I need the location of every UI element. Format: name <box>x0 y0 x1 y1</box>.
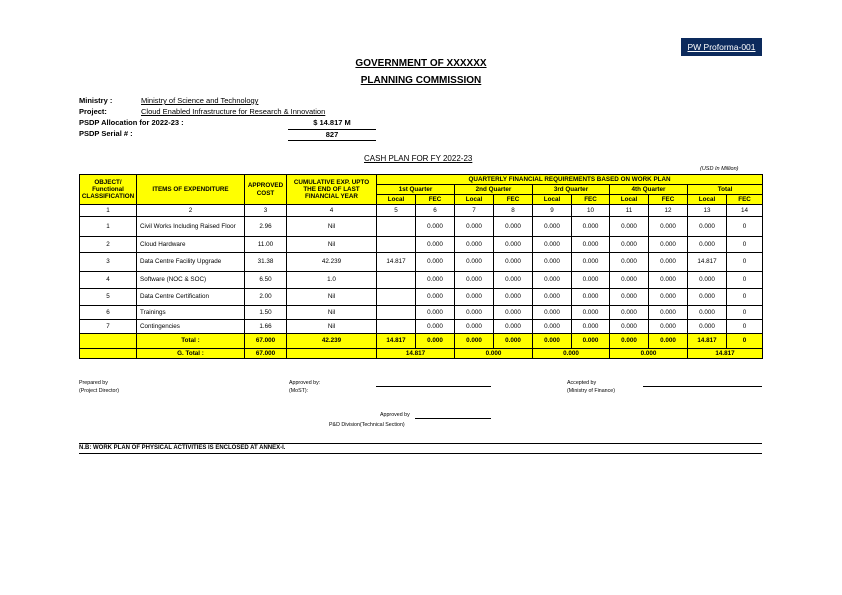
cell-q3-fec: 0.000 <box>572 289 610 306</box>
cell-total-fec: 0 <box>727 306 763 320</box>
cell-total-fec: 0 <box>727 272 763 289</box>
units-note: (USD In Million) <box>700 166 739 172</box>
cell-item: Data Centre Facility Upgrade <box>137 253 245 272</box>
total-q3-fec: 0.000 <box>572 334 610 349</box>
cell-q2-fec: 0.000 <box>494 320 533 334</box>
header-local: Local <box>688 195 727 205</box>
cell-object: 2 <box>80 237 137 253</box>
cell-total-fec: 0 <box>727 217 763 237</box>
table-row <box>80 237 763 253</box>
cell-q4-fec: 0.000 <box>649 237 688 253</box>
cell-q2-fec: 0.000 <box>494 253 533 272</box>
approved-signature-line <box>376 386 491 387</box>
grand-total-q4: 0.000 <box>610 349 688 359</box>
total-q2-local: 0.000 <box>455 334 494 349</box>
approved-by-block <box>289 379 320 395</box>
commission-title-text: PLANNING COMMISSION <box>360 75 482 86</box>
header-fec: FEC <box>572 195 610 205</box>
psdp-serial-value: 827 <box>325 130 339 139</box>
cell-q1-fec: 0.000 <box>416 217 455 237</box>
cell-q2-fec: 0.000 <box>494 217 533 237</box>
cell-q3-fec: 0.000 <box>572 306 610 320</box>
approved-by-2-label: Approved by <box>380 412 410 418</box>
cell-q3-local: 0.000 <box>533 217 572 237</box>
pd-signature-line <box>415 418 491 419</box>
header-q2: 2nd Quarter <box>455 185 533 195</box>
grand-total-cumulative <box>287 349 377 359</box>
government-title <box>0 58 842 69</box>
grand-total-q2: 0.000 <box>455 349 533 359</box>
ministry-value: Ministry of Science and Technology <box>141 96 259 105</box>
header-fec: FEC <box>416 195 455 205</box>
cell-q1-local <box>377 306 416 320</box>
col-number: 11 <box>610 205 649 217</box>
cell-q3-fec: 0.000 <box>572 237 610 253</box>
cell-q1-local <box>377 320 416 334</box>
table-row <box>80 289 763 306</box>
header-object: OBJECT/ Functional CLASSIFICATION <box>80 175 137 205</box>
work-plan-note: N.B: WORK PLAN OF PHYSICAL ACTIVITIES IS ENCLOSED AT ANNEX-I. <box>79 443 762 454</box>
cell-cost: 2.96 <box>245 217 287 237</box>
cell-q1-fec: 0.000 <box>416 289 455 306</box>
cell-q3-local: 0.000 <box>533 320 572 334</box>
cell-q4-fec: 0.000 <box>649 306 688 320</box>
cell-object: 1 <box>80 217 137 237</box>
cell-object: 3 <box>80 253 137 272</box>
cell-item: Trainings <box>137 306 245 320</box>
cell-item: Software (NOC & SOC) <box>137 272 245 289</box>
grand-total-total: 14.817 <box>688 349 763 359</box>
cell-total-fec: 0 <box>727 237 763 253</box>
cell-q3-local: 0.000 <box>533 237 572 253</box>
cell-q2-local: 0.000 <box>455 217 494 237</box>
serial-underline <box>288 140 376 141</box>
col-number: 3 <box>245 205 287 217</box>
cell-q3-local: 0.000 <box>533 289 572 306</box>
total-q4-local: 0.000 <box>610 334 649 349</box>
header-local: Local <box>533 195 572 205</box>
total-row <box>80 334 763 349</box>
total-label: Total : <box>137 334 245 349</box>
proforma-badge <box>681 38 762 56</box>
total-q3-local: 0.000 <box>533 334 572 349</box>
total-q1-local: 14.817 <box>377 334 416 349</box>
col-number: 8 <box>494 205 533 217</box>
cell-q3-fec: 0.000 <box>572 272 610 289</box>
cell-total-local: 14.817 <box>688 253 727 272</box>
cell-item: Contingencies <box>137 320 245 334</box>
cell-q2-fec: 0.000 <box>494 306 533 320</box>
commission-title <box>0 75 842 86</box>
cell-cumulative: Nil <box>287 320 377 334</box>
cell-cumulative: 1.0 <box>287 272 377 289</box>
col-number: 14 <box>727 205 763 217</box>
total-total-fec: 0 <box>727 334 763 349</box>
cell-cost: 2.00 <box>245 289 287 306</box>
cell-object: 5 <box>80 289 137 306</box>
header-fec: FEC <box>494 195 533 205</box>
approved-by-label: Approved by: <box>289 380 321 386</box>
cell-q4-fec: 0.000 <box>649 272 688 289</box>
col-number: 6 <box>416 205 455 217</box>
grand-total-label: G. Total : <box>137 349 245 359</box>
cell-empty <box>80 349 137 359</box>
cell-q2-local: 0.000 <box>455 237 494 253</box>
total-cumulative: 42.239 <box>287 334 377 349</box>
cell-q1-fec: 0.000 <box>416 237 455 253</box>
col-number: 2 <box>137 205 245 217</box>
cell-q2-fec: 0.000 <box>494 289 533 306</box>
column-number-row <box>80 205 763 217</box>
cell-item: Civil Works Including Raised Floor <box>137 217 245 237</box>
cell-cost: 1.50 <box>245 306 287 320</box>
table-row <box>80 253 763 272</box>
cell-q2-fec: 0.000 <box>494 272 533 289</box>
cell-q2-local: 0.000 <box>455 289 494 306</box>
cell-cumulative: Nil <box>287 237 377 253</box>
table-row <box>80 320 763 334</box>
cell-q1-local <box>377 272 416 289</box>
col-number: 9 <box>533 205 572 217</box>
grand-total-q3: 0.000 <box>533 349 610 359</box>
cell-empty <box>80 334 137 349</box>
total-cost: 67.000 <box>245 334 287 349</box>
cell-q4-fec: 0.000 <box>649 253 688 272</box>
cell-object: 7 <box>80 320 137 334</box>
cell-q3-local: 0.000 <box>533 306 572 320</box>
accepted-signature-line <box>643 386 762 387</box>
cell-cost: 1.66 <box>245 320 287 334</box>
total-q2-fec: 0.000 <box>494 334 533 349</box>
prepared-by-label: Prepared by <box>79 380 108 386</box>
grand-total-row <box>80 349 763 359</box>
psdp-serial-label: PSDP Serial # : <box>79 129 133 138</box>
total-total-local: 14.817 <box>688 334 727 349</box>
cell-q4-local: 0.000 <box>610 217 649 237</box>
cell-q4-fec: 0.000 <box>649 289 688 306</box>
cell-q1-local <box>377 217 416 237</box>
cell-q4-local: 0.000 <box>610 253 649 272</box>
cell-q1-fec: 0.000 <box>416 272 455 289</box>
grand-total-cost: 67.000 <box>245 349 287 359</box>
header-quarterly: QUARTERLY FINANCIAL REQUIREMENTS BASED ON WORK PLAN <box>377 175 763 185</box>
header-fec: FEC <box>649 195 688 205</box>
cell-total-local: 0.000 <box>688 217 727 237</box>
cell-q4-fec: 0.000 <box>649 217 688 237</box>
cell-q2-local: 0.000 <box>455 320 494 334</box>
cell-q4-local: 0.000 <box>610 237 649 253</box>
accepted-by-role: (Ministry of Finance) <box>567 388 615 394</box>
cell-cumulative: Nil <box>287 289 377 306</box>
cell-q4-local: 0.000 <box>610 289 649 306</box>
col-number: 4 <box>287 205 377 217</box>
cell-total-local: 0.000 <box>688 289 727 306</box>
project-label: Project: <box>79 107 107 116</box>
proforma-badge-label: PW Proforma-001 <box>687 42 756 52</box>
cell-q4-local: 0.000 <box>610 320 649 334</box>
col-number: 12 <box>649 205 688 217</box>
cell-total-local: 0.000 <box>688 306 727 320</box>
header-local: Local <box>377 195 416 205</box>
cell-total-local: 0.000 <box>688 237 727 253</box>
header-q1: 1st Quarter <box>377 185 455 195</box>
header-cumulative: CUMULATIVE EXP. UPTO THE END OF LAST FINANCIAL YEAR <box>287 175 377 205</box>
cash-plan-table <box>79 174 763 359</box>
cell-q3-local: 0.000 <box>533 272 572 289</box>
header-approved-cost: APPROVED COST <box>245 175 287 205</box>
cell-q1-fec: 0.000 <box>416 306 455 320</box>
cell-total-fec: 0 <box>727 253 763 272</box>
psdp-allocation-value: $ 14.817 M <box>313 118 351 127</box>
grand-total-q1: 14.817 <box>377 349 455 359</box>
cell-q2-fec: 0.000 <box>494 237 533 253</box>
cell-q1-local: 14.817 <box>377 253 416 272</box>
cell-object: 6 <box>80 306 137 320</box>
cell-cumulative: 42.239 <box>287 253 377 272</box>
cell-item: Cloud Hardware <box>137 237 245 253</box>
header-local: Local <box>610 195 649 205</box>
cell-q1-fec: 0.000 <box>416 320 455 334</box>
header-q3: 3rd Quarter <box>533 185 610 195</box>
cell-q2-local: 0.000 <box>455 306 494 320</box>
accepted-by-block <box>567 379 615 395</box>
cell-q3-fec: 0.000 <box>572 253 610 272</box>
cell-q3-local: 0.000 <box>533 253 572 272</box>
government-title-text: GOVERNMENT OF XXXXXX <box>355 58 487 69</box>
ministry-label: Ministry : <box>79 96 113 105</box>
psdp-allocation-label: PSDP Allocation for 2022-23 : <box>79 118 184 127</box>
table-row <box>80 217 763 237</box>
table-row <box>80 306 763 320</box>
col-number: 1 <box>80 205 137 217</box>
cell-item: Data Centre Certification <box>137 289 245 306</box>
cell-q2-local: 0.000 <box>455 272 494 289</box>
accepted-by-label: Accepted by <box>567 380 597 386</box>
cell-total-local: 0.000 <box>688 272 727 289</box>
cell-q1-fec: 0.000 <box>416 253 455 272</box>
cell-q4-local: 0.000 <box>610 306 649 320</box>
cell-q2-local: 0.000 <box>455 253 494 272</box>
prepared-by-role: (Project Director) <box>79 388 120 394</box>
cell-cost: 11.00 <box>245 237 287 253</box>
cell-cumulative: Nil <box>287 217 377 237</box>
cell-q3-fec: 0.000 <box>572 217 610 237</box>
header-fec: FEC <box>727 195 763 205</box>
pd-division-label: P&D Division(Technical Section) <box>329 422 405 428</box>
total-q1-fec: 0.000 <box>416 334 455 349</box>
col-number: 10 <box>572 205 610 217</box>
col-number: 13 <box>688 205 727 217</box>
cell-q4-fec: 0.000 <box>649 320 688 334</box>
cell-q4-local: 0.000 <box>610 272 649 289</box>
cell-cumulative: Nil <box>287 306 377 320</box>
cash-plan-title: CASH PLAN FOR FY 2022-23 <box>364 154 473 163</box>
cell-cost: 6.50 <box>245 272 287 289</box>
approved-by-role: (MoST): <box>289 388 309 394</box>
header-q4: 4th Quarter <box>610 185 688 195</box>
cell-q1-local <box>377 237 416 253</box>
header-total: Total <box>688 185 763 195</box>
header-items: ITEMS OF EXPENDITURE <box>137 175 245 205</box>
cell-q3-fec: 0.000 <box>572 320 610 334</box>
total-q4-fec: 0.000 <box>649 334 688 349</box>
col-number: 5 <box>377 205 416 217</box>
cell-cost: 31.38 <box>245 253 287 272</box>
col-number: 7 <box>455 205 494 217</box>
cell-total-fec: 0 <box>727 320 763 334</box>
table-row <box>80 272 763 289</box>
cell-total-local: 0.000 <box>688 320 727 334</box>
header-local: Local <box>455 195 494 205</box>
cell-object: 4 <box>80 272 137 289</box>
cell-total-fec: 0 <box>727 289 763 306</box>
prepared-by-block <box>79 379 119 395</box>
project-value: Cloud Enabled Infrastructure for Research & Innovation <box>141 107 326 116</box>
cell-q1-local <box>377 289 416 306</box>
